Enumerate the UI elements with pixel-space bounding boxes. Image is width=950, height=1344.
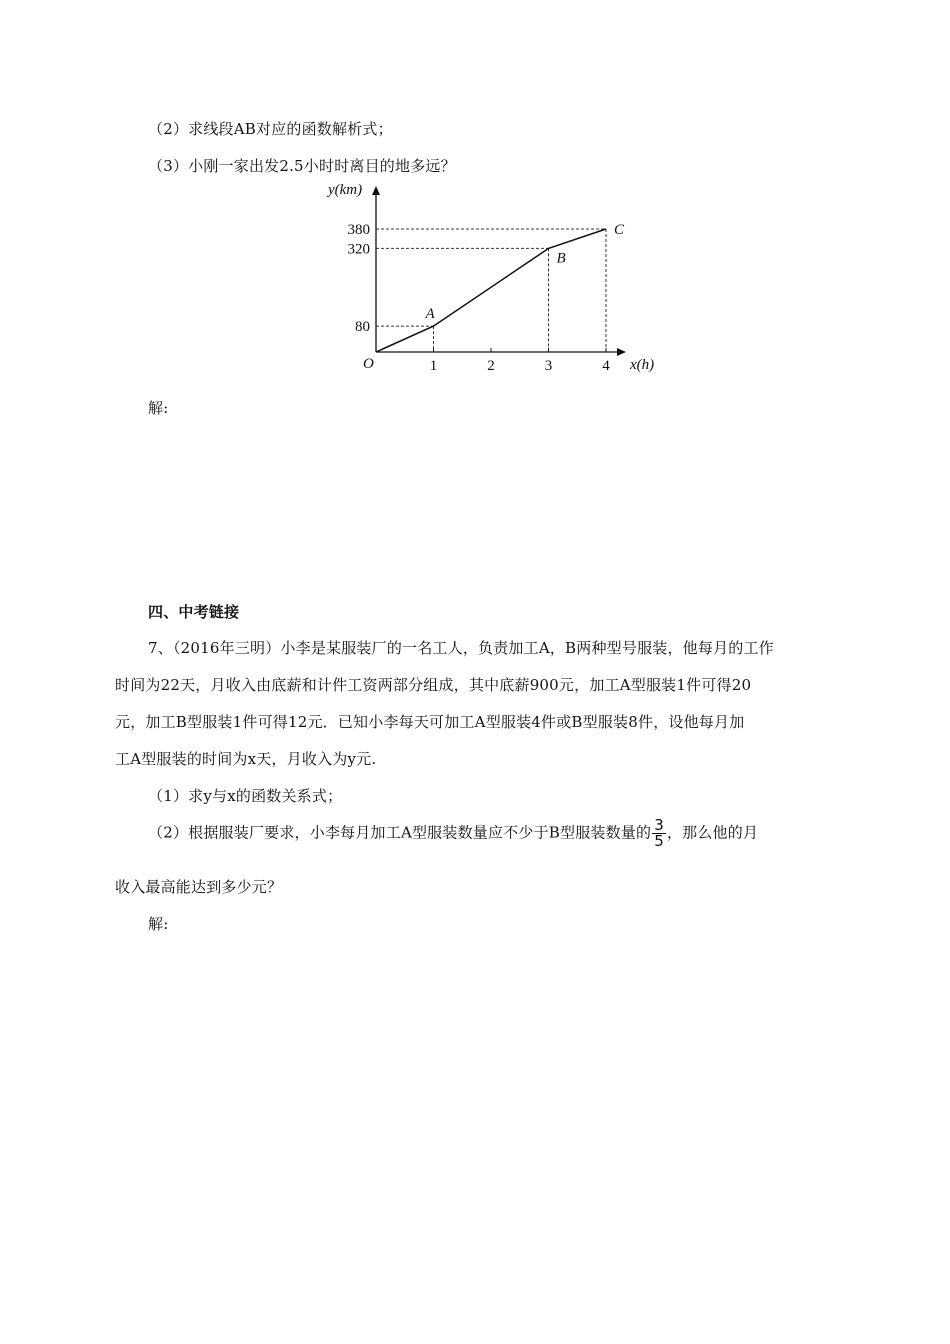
q6-answer-label: 解: (148, 399, 169, 417)
x-axis-title: x(h) (630, 357, 655, 373)
section-heading: 四、中考链接 (148, 603, 240, 621)
y-tick-label: 380 (347, 222, 370, 238)
fraction (652, 818, 666, 849)
q6-part3: （3）小刚一家出发2.5小时时离目的地多远？ (148, 157, 456, 175)
x-tick-label: 3 (544, 358, 553, 374)
fraction-numerator: 3 (654, 816, 664, 834)
q7-line1: 7、（2016年三明）小李是某服装厂的一名工人，负责加工A，B两种型号服装，他每月的工作 (148, 639, 774, 657)
point-label-B: B (556, 250, 566, 267)
q7-part2-cont: 收入最高能达到多少元？ (115, 878, 283, 896)
y-tick-label: 320 (347, 241, 370, 258)
q6-part2: （2）求线段AB对应的函数解析式； (148, 120, 393, 138)
q7-line4: 工A型服装的时间为x天，月收入为y元. (115, 750, 377, 768)
x-tick-label: 2 (487, 358, 495, 374)
q7-part1: （1）求y与x的函数关系式； (148, 787, 343, 805)
distance-time-chart (326, 180, 660, 376)
q7-part2-text-a: （2）根据服装厂要求，小李每月加工A型服装数量应不少于B型服装数量的 (148, 823, 652, 842)
point-label-C: C (614, 222, 625, 238)
q7-line2: 时间为22天，月收入由底薪和计件工资两部分组成，其中底薪900元，加工A型服装1件可得20 (115, 676, 752, 694)
fraction-denominator: 5 (654, 832, 664, 850)
q7-line3: 元，加工B型服装1件可得12元．已知小李每天可加工A型服装4件或B型服装8件，设他每月加 (115, 713, 745, 731)
point-label-A: A (425, 306, 435, 323)
q7-answer-label: 解: (148, 915, 169, 933)
x-tick-label: 1 (429, 358, 438, 374)
x-tick-label: 4 (602, 358, 610, 374)
y-tick-label: 80 (355, 319, 370, 336)
q7-part2-text-b: ，那么他的月 (666, 823, 759, 842)
q7-part2 (148, 818, 758, 849)
origin-label: O (363, 356, 374, 372)
y-axis-title: y(km) (328, 182, 363, 198)
